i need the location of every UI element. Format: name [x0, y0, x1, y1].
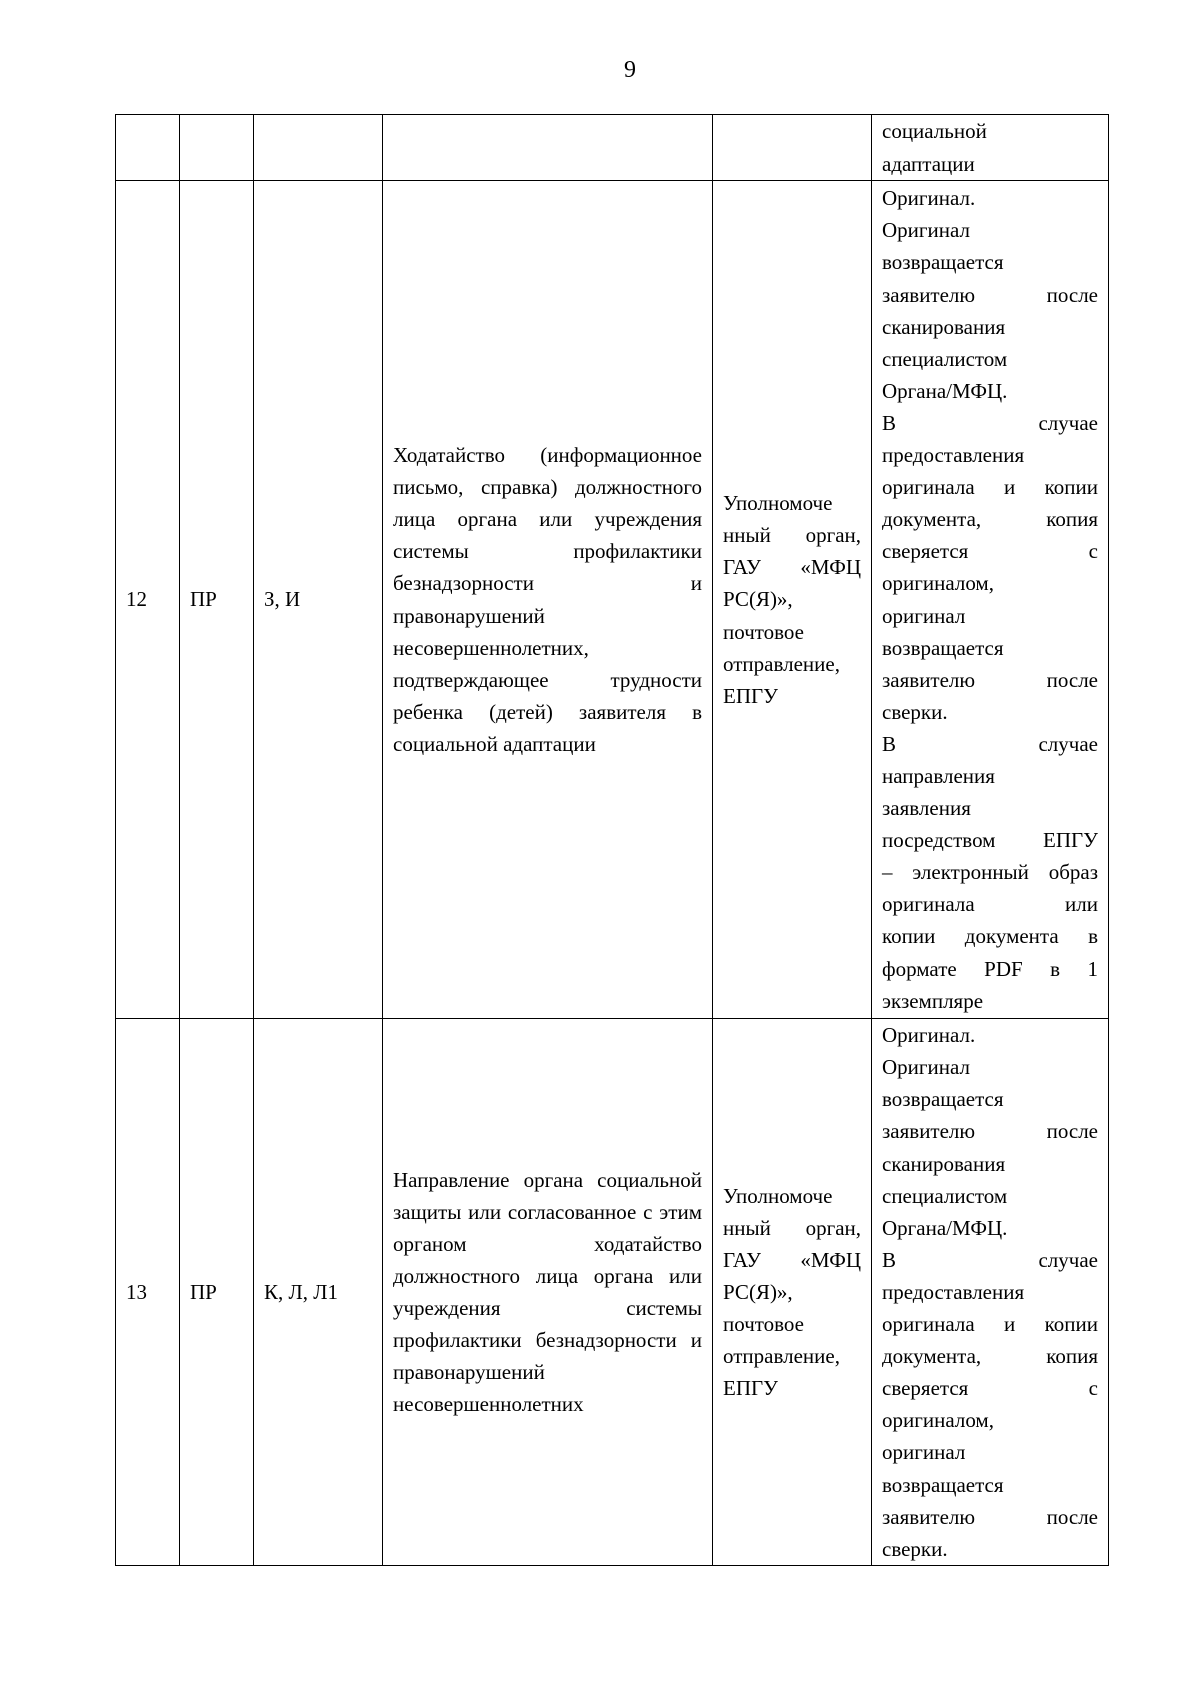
notes-line: посредством ЕПГУ [882, 828, 1098, 853]
notes-line: заявителю после [882, 667, 1098, 692]
notes-line: сверяется с [882, 539, 1098, 564]
notes-line: формате PDF в 1 [882, 956, 1098, 981]
notes-line: предоставления [882, 1279, 1025, 1304]
notes-line: социальной [882, 119, 987, 144]
notes-line: сканирования [882, 1151, 1006, 1176]
notes-line: оригинала и копии [882, 475, 1098, 500]
notes-line: адаптации [882, 151, 975, 176]
notes-line: направления [882, 763, 995, 788]
notes-line: сверки. [882, 699, 948, 724]
notes-line: Оригинал [882, 218, 970, 243]
codes-cell [254, 115, 383, 181]
notes-line: Оригинал. [882, 186, 976, 211]
notes-line: Органа/МФЦ. [882, 1215, 1008, 1240]
notes-line: оригинала или [882, 892, 1098, 917]
row-number-cell [116, 115, 180, 181]
category-cell [180, 1019, 254, 1566]
document-name-cell-text: Направление органа социальной защиты или согласованное с этим органом ходатайство должностного лица органа или учреждения системы профилактики безнадзорности и правонарушений несовершеннолетних [393, 1167, 702, 1417]
notes-line: заявителю после [882, 1119, 1098, 1144]
table-row [116, 1019, 1109, 1566]
notes-line: – электронный образ [882, 860, 1098, 885]
notes-line: Органа/МФЦ. [882, 378, 1008, 403]
category-cell-text: ПР [190, 587, 217, 612]
notes-line: В случае [882, 410, 1098, 435]
notes-line: копии документа в [882, 924, 1098, 949]
row-number-cell [116, 181, 180, 1019]
notes-line: заявителю после [882, 1504, 1098, 1529]
codes-cell-text: З, И [264, 587, 301, 612]
notes-line: В случае [882, 731, 1098, 756]
notes-line: оригинал [882, 603, 966, 628]
notes-line: Оригинал. [882, 1023, 976, 1048]
notes-line: возвращается [882, 635, 1004, 660]
notes-line: документа, копия [882, 507, 1098, 532]
notes-line: оригинал [882, 1440, 966, 1465]
document-name-cell-text: Ходатайство (информационное письмо, справка) должностного лица органа или учреждения системы профилактики безнадзорности и правонарушений несовершеннолетних, подтверждающее трудности ребенка (детей) заявителя в социальной адаптации [393, 443, 702, 756]
notes-line: заявителю после [882, 282, 1098, 307]
notes-line: Оригинал [882, 1055, 970, 1080]
codes-cell [254, 1019, 383, 1566]
notes-line: В случае [882, 1247, 1098, 1272]
notes-line: сверяется с [882, 1376, 1098, 1401]
notes-cell [872, 181, 1109, 1019]
notes-cell [872, 1019, 1109, 1566]
table-body [116, 115, 1109, 1566]
notes-line: возвращается [882, 1472, 1004, 1497]
notes-line: сканирования [882, 314, 1006, 339]
notes-line: экземпляре [882, 988, 984, 1013]
submission-method-cell-text: Уполномоче нный орган, ГАУ «МФЦ РС(Я)», почтовое отправление, ЕПГУ [723, 491, 861, 708]
notes-line: оригиналом, [882, 571, 994, 596]
notes-cell [872, 115, 1109, 181]
notes-line: специалистом [882, 346, 1008, 371]
documents-table [115, 114, 1109, 1566]
submission-method-cell [713, 181, 872, 1019]
category-cell-text: ПР [190, 1279, 217, 1304]
category-cell [180, 181, 254, 1019]
submission-method-cell-text: Уполномоче нный орган, ГАУ «МФЦ РС(Я)», почтовое отправление, ЕПГУ [723, 1183, 861, 1401]
document-name-cell [383, 181, 713, 1019]
document-name-cell [383, 115, 713, 181]
notes-line: возвращается [882, 1087, 1004, 1112]
submission-method-cell [713, 1019, 872, 1566]
submission-method-cell [713, 115, 872, 181]
codes-cell-text: К, Л, Л1 [264, 1279, 338, 1304]
notes-line: оригиналом, [882, 1408, 994, 1433]
page-number: 9 [624, 57, 636, 83]
notes-line: возвращается [882, 250, 1004, 275]
notes-line: сверки. [882, 1536, 948, 1561]
row-number-cell [116, 1019, 180, 1566]
codes-cell [254, 181, 383, 1019]
table-row [116, 181, 1109, 1019]
row-number-cell-text: 13 [126, 1279, 147, 1304]
notes-line: предоставления [882, 443, 1025, 468]
document-name-cell [383, 1019, 713, 1566]
notes-line: специалистом [882, 1183, 1008, 1208]
table-row [116, 115, 1109, 181]
notes-line: заявления [882, 796, 971, 821]
notes-line: оригинала и копии [882, 1312, 1098, 1337]
category-cell [180, 115, 254, 181]
notes-line: документа, копия [882, 1344, 1098, 1369]
row-number-cell-text: 12 [126, 587, 147, 612]
